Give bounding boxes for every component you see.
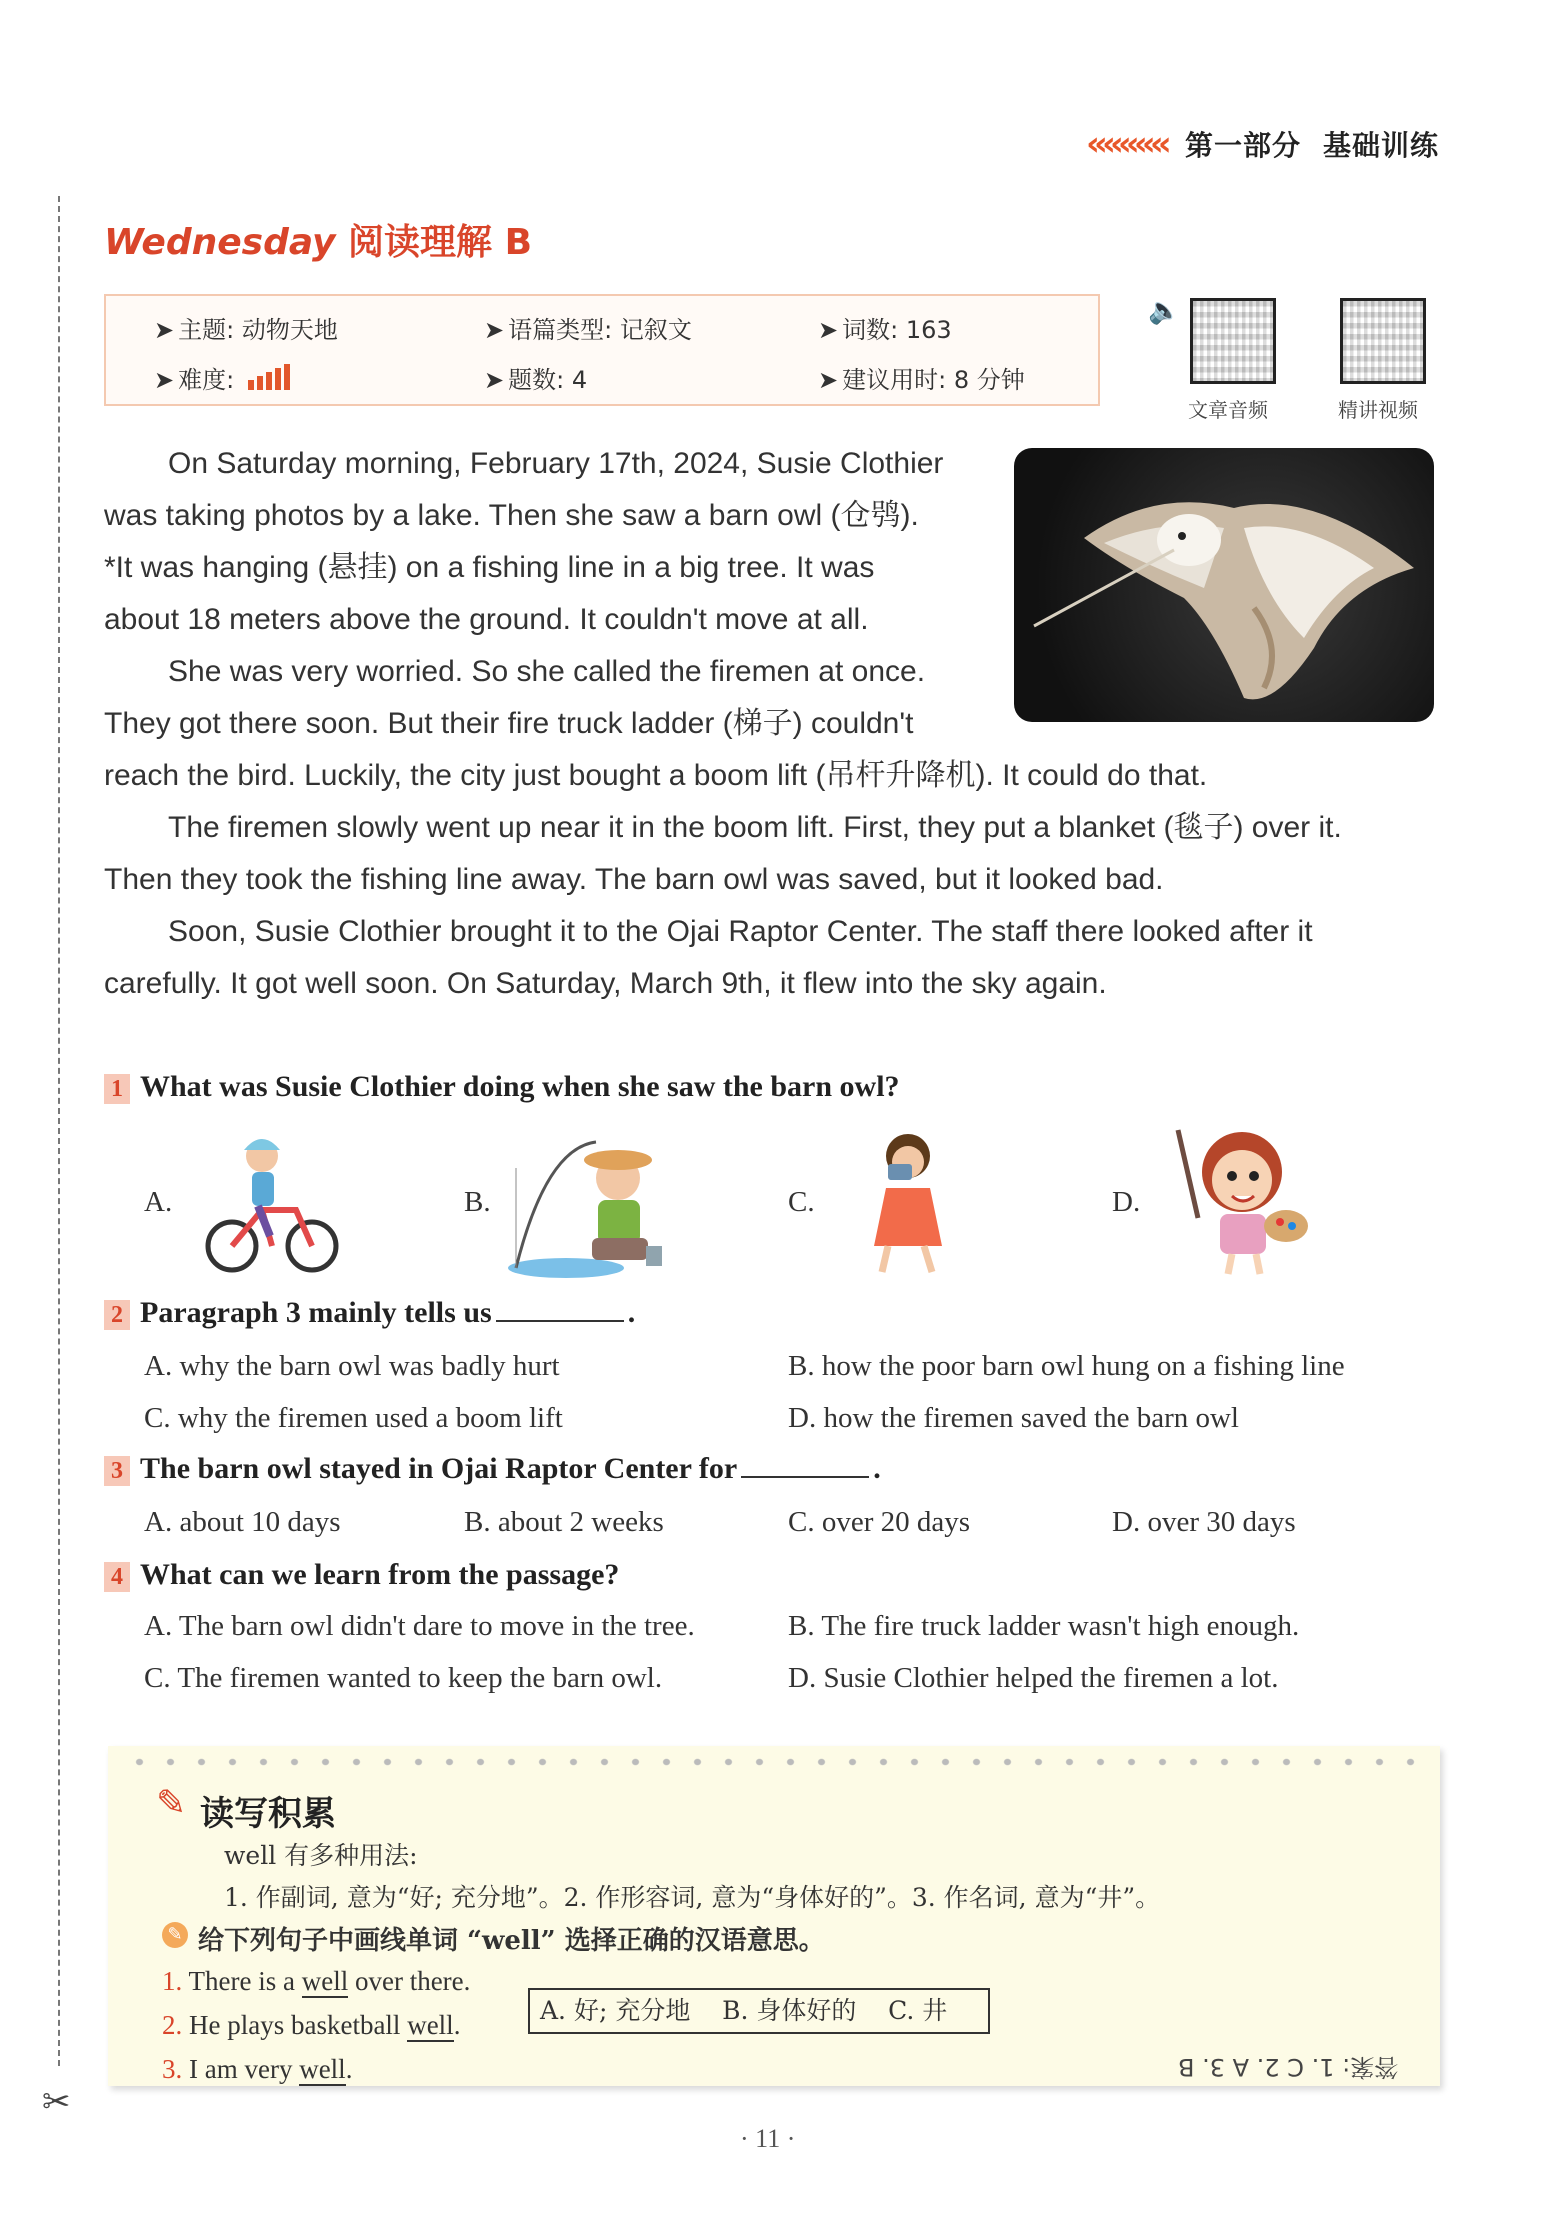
notes-example-3: 3. I am very well. [162,2054,353,2084]
info-time: ➤ 建议用时: 8 分钟 [818,366,1025,394]
notes-task: 给下列句子中画线单词 “well” 选择正确的汉语意思。 [198,1926,825,1956]
barn-owl-image [1014,448,1434,722]
notes-title: 读写积累 [200,1794,336,1834]
difficulty-bars-icon [248,364,293,396]
question-number: 4 [104,1562,130,1592]
info-genre: ➤ 语篇类型: 记叙文 [484,316,692,344]
video-qr-caption: 精讲视频 [1338,398,1418,422]
girl-taking-photo-image [858,1128,968,1283]
question-text: Paragraph 3 mainly tells us [140,1296,492,1329]
pencil-icon: ✎ [162,1922,188,1948]
info-words: ➤ 词数: 163 [818,316,952,344]
question-number: 1 [104,1074,130,1104]
passage-paragraph-2-end: reach the bird. Luckily, the city just bought a boom lift (吊杆升降机). It could do that. [104,759,1208,792]
video-qr-code[interactable] [1340,298,1426,384]
title-day: Wednesday [104,222,336,263]
info-box [104,294,1100,406]
q1-option-d[interactable]: D. [1112,1186,1141,1218]
header-arrows-decoration: ««««« [1086,124,1166,164]
answer-key-upside-down: 答案: 1. C 2. A 3. B [1178,2053,1399,2081]
q1-option-a[interactable]: A. [144,1186,173,1218]
question-number: 2 [104,1300,130,1330]
info-difficulty: ➤ 难度: [154,360,293,396]
passage-paragraph-3: The firemen slowly went up near it in the boom lift. First, they put a blanket (毯子) over it. Then they took the fishing line away. The barn owl was saved, but it looked bad. [104,811,1342,896]
header-part: 第一部分 [1185,129,1302,162]
notes-usage: 1. 作副词, 意为“好; 充分地”。2. 作形容词, 意为“身体好的”。3. 作名词, 意为“井”。 [224,1883,1161,1912]
q2-option-c[interactable]: C. why the firemen used a boom lift [144,1402,563,1434]
q3-option-b[interactable]: B. about 2 weeks [464,1506,664,1538]
notes-choices-box: A. 好; 充分地 B. 身体好的 C. 井 [528,1988,990,2034]
answer-blank[interactable] [741,1454,869,1478]
girl-painting-image [1162,1122,1312,1283]
audio-qr-caption: 文章音频 [1188,398,1268,422]
info-topic: ➤ 主题: 动物天地 [154,316,338,344]
info-questions: ➤ 题数: 4 [484,366,588,394]
q2-option-d[interactable]: D. how the firemen saved the barn owl [788,1402,1239,1434]
question-number: 3 [104,1456,130,1486]
notes-example-2: 2. He plays basketball well. [162,2010,461,2040]
q3-option-d[interactable]: D. over 30 days [1112,1506,1296,1538]
passage-paragraph-1: On Saturday morning, February 17th, 2024, Susie Clothier was taking photos by a lake. Then she saw a barn owl (仓鸮). *It was hanging (悬挂) on a fishing line in a big tree. It was about 18 meters above the ground. It couldn't move at all. [104,447,944,636]
notes-example-1: 1. There is a well over there. [162,1966,471,1996]
question-1 [104,1070,900,1104]
question-2: 2 Paragraph 3 mainly tells us . [104,1296,635,1330]
passage-paragraph-2: She was very worried. So she called the firemen at once. They got there soon. But their fire truck ladder (梯子) couldn't [104,655,926,740]
scissors-icon: ✂ [42,2082,71,2122]
q4-option-b[interactable]: B. The fire truck ladder wasn't high enough. [788,1610,1300,1642]
question-text: The barn owl stayed in Ojai Raptor Center for [140,1452,738,1485]
q3-option-c[interactable]: C. over 20 days [788,1506,971,1538]
q4-option-a[interactable]: A. The barn owl didn't dare to move in the tree. [144,1610,695,1642]
q4-option-d[interactable]: D. Susie Clothier helped the firemen a lot. [788,1662,1279,1694]
q1-option-c[interactable]: C. [788,1186,815,1218]
q2-option-b[interactable]: B. how the poor barn owl hung on a fishing line [788,1350,1345,1382]
q4-option-c[interactable]: C. The firemen wanted to keep the barn owl. [144,1662,663,1694]
answer-blank[interactable] [496,1298,624,1322]
title-label: 阅读理解 B [348,222,533,263]
q3-option-a[interactable]: A. about 10 days [144,1506,341,1538]
question-text: What was Susie Clothier doing when she saw the barn owl? [140,1070,900,1103]
question-3: 3 The barn owl stayed in Ojai Raptor Center for . [104,1452,881,1486]
notebook-spiral-decoration [124,1748,1424,1776]
audio-qr-code[interactable] [1190,298,1276,384]
q2-option-a[interactable]: A. why the barn owl was badly hurt [144,1350,560,1382]
page-number: · 11 · [740,2124,796,2153]
passage-paragraph-4: Soon, Susie Clothier brought it to the Ojai Raptor Center. The staff there looked after it carefully. It got well soon. On Saturday, March 9th, it flew into the sky again. [104,915,1313,1000]
speaker-icon: 🔈 [1148,296,1181,326]
header-section-name: 基础训练 [1323,129,1440,162]
q1-option-b[interactable]: B. [464,1186,491,1218]
boy-fishing-image [506,1128,666,1283]
cut-line-divider [58,196,60,2066]
pencil-cup-icon: ✎ [156,1782,187,1823]
page-title [104,214,532,265]
question-4 [104,1558,619,1592]
girl-riding-bike-image [200,1128,340,1283]
notes-intro: well 有多种用法: [224,1841,418,1870]
header-section [1185,124,1439,164]
question-text: What can we learn from the passage? [140,1558,620,1591]
